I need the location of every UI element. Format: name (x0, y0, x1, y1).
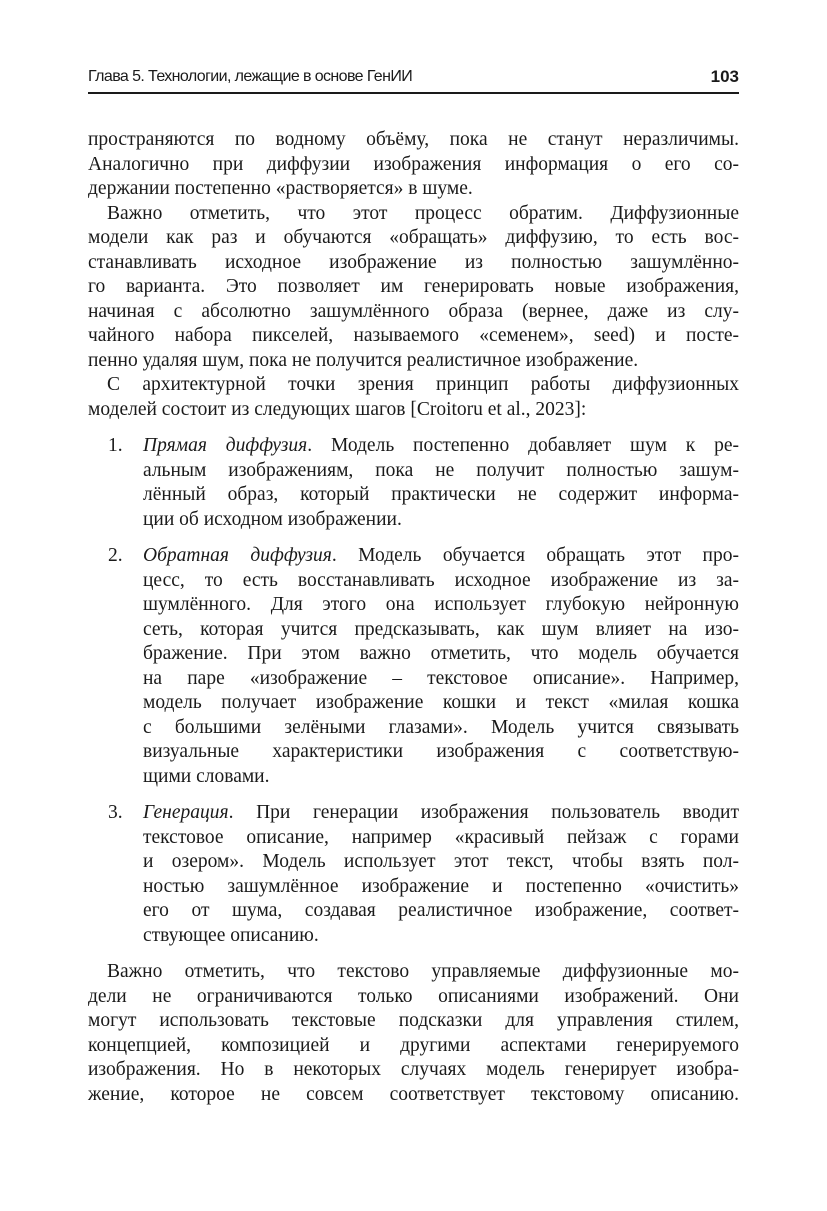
text-line: ностью зашумлённое изображение и постепенно «очистить» (143, 875, 739, 897)
text-line: станавливать исходное изображение из полностью зашумлённо- (88, 251, 739, 273)
text-line: на паре «изображение – текстовое описание». Например, (143, 667, 739, 689)
text-line: альным изображениям, пока не получит полностью зашум- (143, 459, 739, 481)
text-line: ствующее описанию. (143, 924, 319, 946)
list-item-term: Генерация (143, 802, 229, 823)
list-number: 3. (108, 802, 123, 823)
text-line: и озером». Модель использует этот текст, чтобы взять пол- (143, 851, 739, 872)
text-line: Важно отметить, что текстово управляемые диффузионные мо- (107, 961, 739, 982)
text-line: лённый образ, который практически не содержит информа- (143, 484, 739, 505)
text-fragment: . При генерации изображения пользователь вводит (228, 802, 739, 823)
text-line: моделей состоит из следующих шагов [Croitoru et al., 2023]: (88, 398, 587, 420)
paragraph (88, 373, 739, 422)
text-line: его от шума, создавая реалистичное изображение, соответ- (143, 900, 739, 921)
list-item-term: Прямая диффузия (143, 435, 308, 456)
list-number: 2. (108, 545, 123, 566)
page-body (88, 128, 739, 1107)
spacer (88, 532, 739, 544)
spacer (88, 789, 739, 801)
text-line (143, 544, 739, 569)
text-line: Аналогично при диффузии изображения информация о его со- (88, 153, 739, 175)
paragraph (88, 128, 739, 202)
text-fragment: . Модель обучается обращать этот про- (331, 545, 739, 566)
text-line: могут использовать текстовые подсказки для управления стилем, (88, 1010, 739, 1031)
text-line: цесс, то есть восстанавливать исходное изображение из за- (143, 569, 739, 591)
page-number: 103 (710, 67, 739, 86)
paragraph (88, 960, 739, 1107)
text-line: Важно отметить, что этот процесс обратим. Диффузионные (107, 202, 739, 224)
text-line: дели не ограничиваются только описаниями изображений. Они (88, 985, 739, 1007)
text-line: визуальные характеристики изображения с соответствую- (143, 741, 739, 762)
paragraph (88, 202, 739, 374)
list-number: 1. (108, 435, 123, 456)
text-line: модель получает изображение кошки и текст «милая кошка (143, 692, 739, 713)
text-line: модели как раз и обучаются «обращать» диффузию, то есть вос- (88, 227, 739, 248)
text-line: шумлённого. Для этого она использует глубокую нейронную (143, 594, 739, 615)
text-line: бражение. При этом важно отметить, что модель обучается (143, 643, 739, 664)
running-header (88, 66, 739, 94)
text-line: сеть, которая учится предсказывать, как шум влияет на изо- (143, 618, 739, 640)
list-item (88, 801, 739, 948)
text-line: изображения. Но в некоторых случаях модель генерирует изобра- (88, 1059, 739, 1080)
spacer (88, 948, 739, 960)
text-line: чайного набора пикселей, называемого «семенем», seed) и посте- (88, 325, 739, 346)
list-item (88, 544, 739, 789)
text-line: ции об исходном изображении. (143, 508, 402, 530)
text-line: держании постепенно «растворяется» в шуме. (88, 178, 473, 199)
text-line: С архитектурной точки зрения принцип работы диффузионных (107, 374, 739, 395)
list-item-term: Обратная диффузия (143, 545, 332, 566)
text-line: с большими зелёными глазами». Модель учится связывать (143, 716, 739, 738)
text-line: текстовое описание, например «красивый пейзаж с горами (143, 826, 739, 848)
text-line: го варианта. Это позволяет им генерировать новые изображения, (88, 276, 739, 297)
list-item (88, 434, 739, 532)
text-line: пенно удаляя шум, пока не получится реалистичное изображение. (88, 349, 639, 371)
chapter-title: Глава 5. Технологии, лежащие в основе ГенИИ (88, 68, 413, 85)
text-line: концепцией, композицией и другими аспектами генерируемого (88, 1034, 739, 1056)
text-line: начиная с абсолютно зашумлённого образа (вернее, даже из слу- (88, 300, 739, 322)
text-line (143, 801, 739, 826)
text-line (143, 434, 739, 459)
text-fragment: . Модель постепенно добавляет шум к ре- (307, 435, 739, 456)
text-line: жение, которое не совсем соответствует текстовому описанию. (88, 1083, 739, 1105)
text-line: щими словами. (143, 765, 270, 787)
spacer (88, 422, 739, 434)
text-line: пространяются по водному объёму, пока не станут неразличимы. (88, 129, 739, 150)
